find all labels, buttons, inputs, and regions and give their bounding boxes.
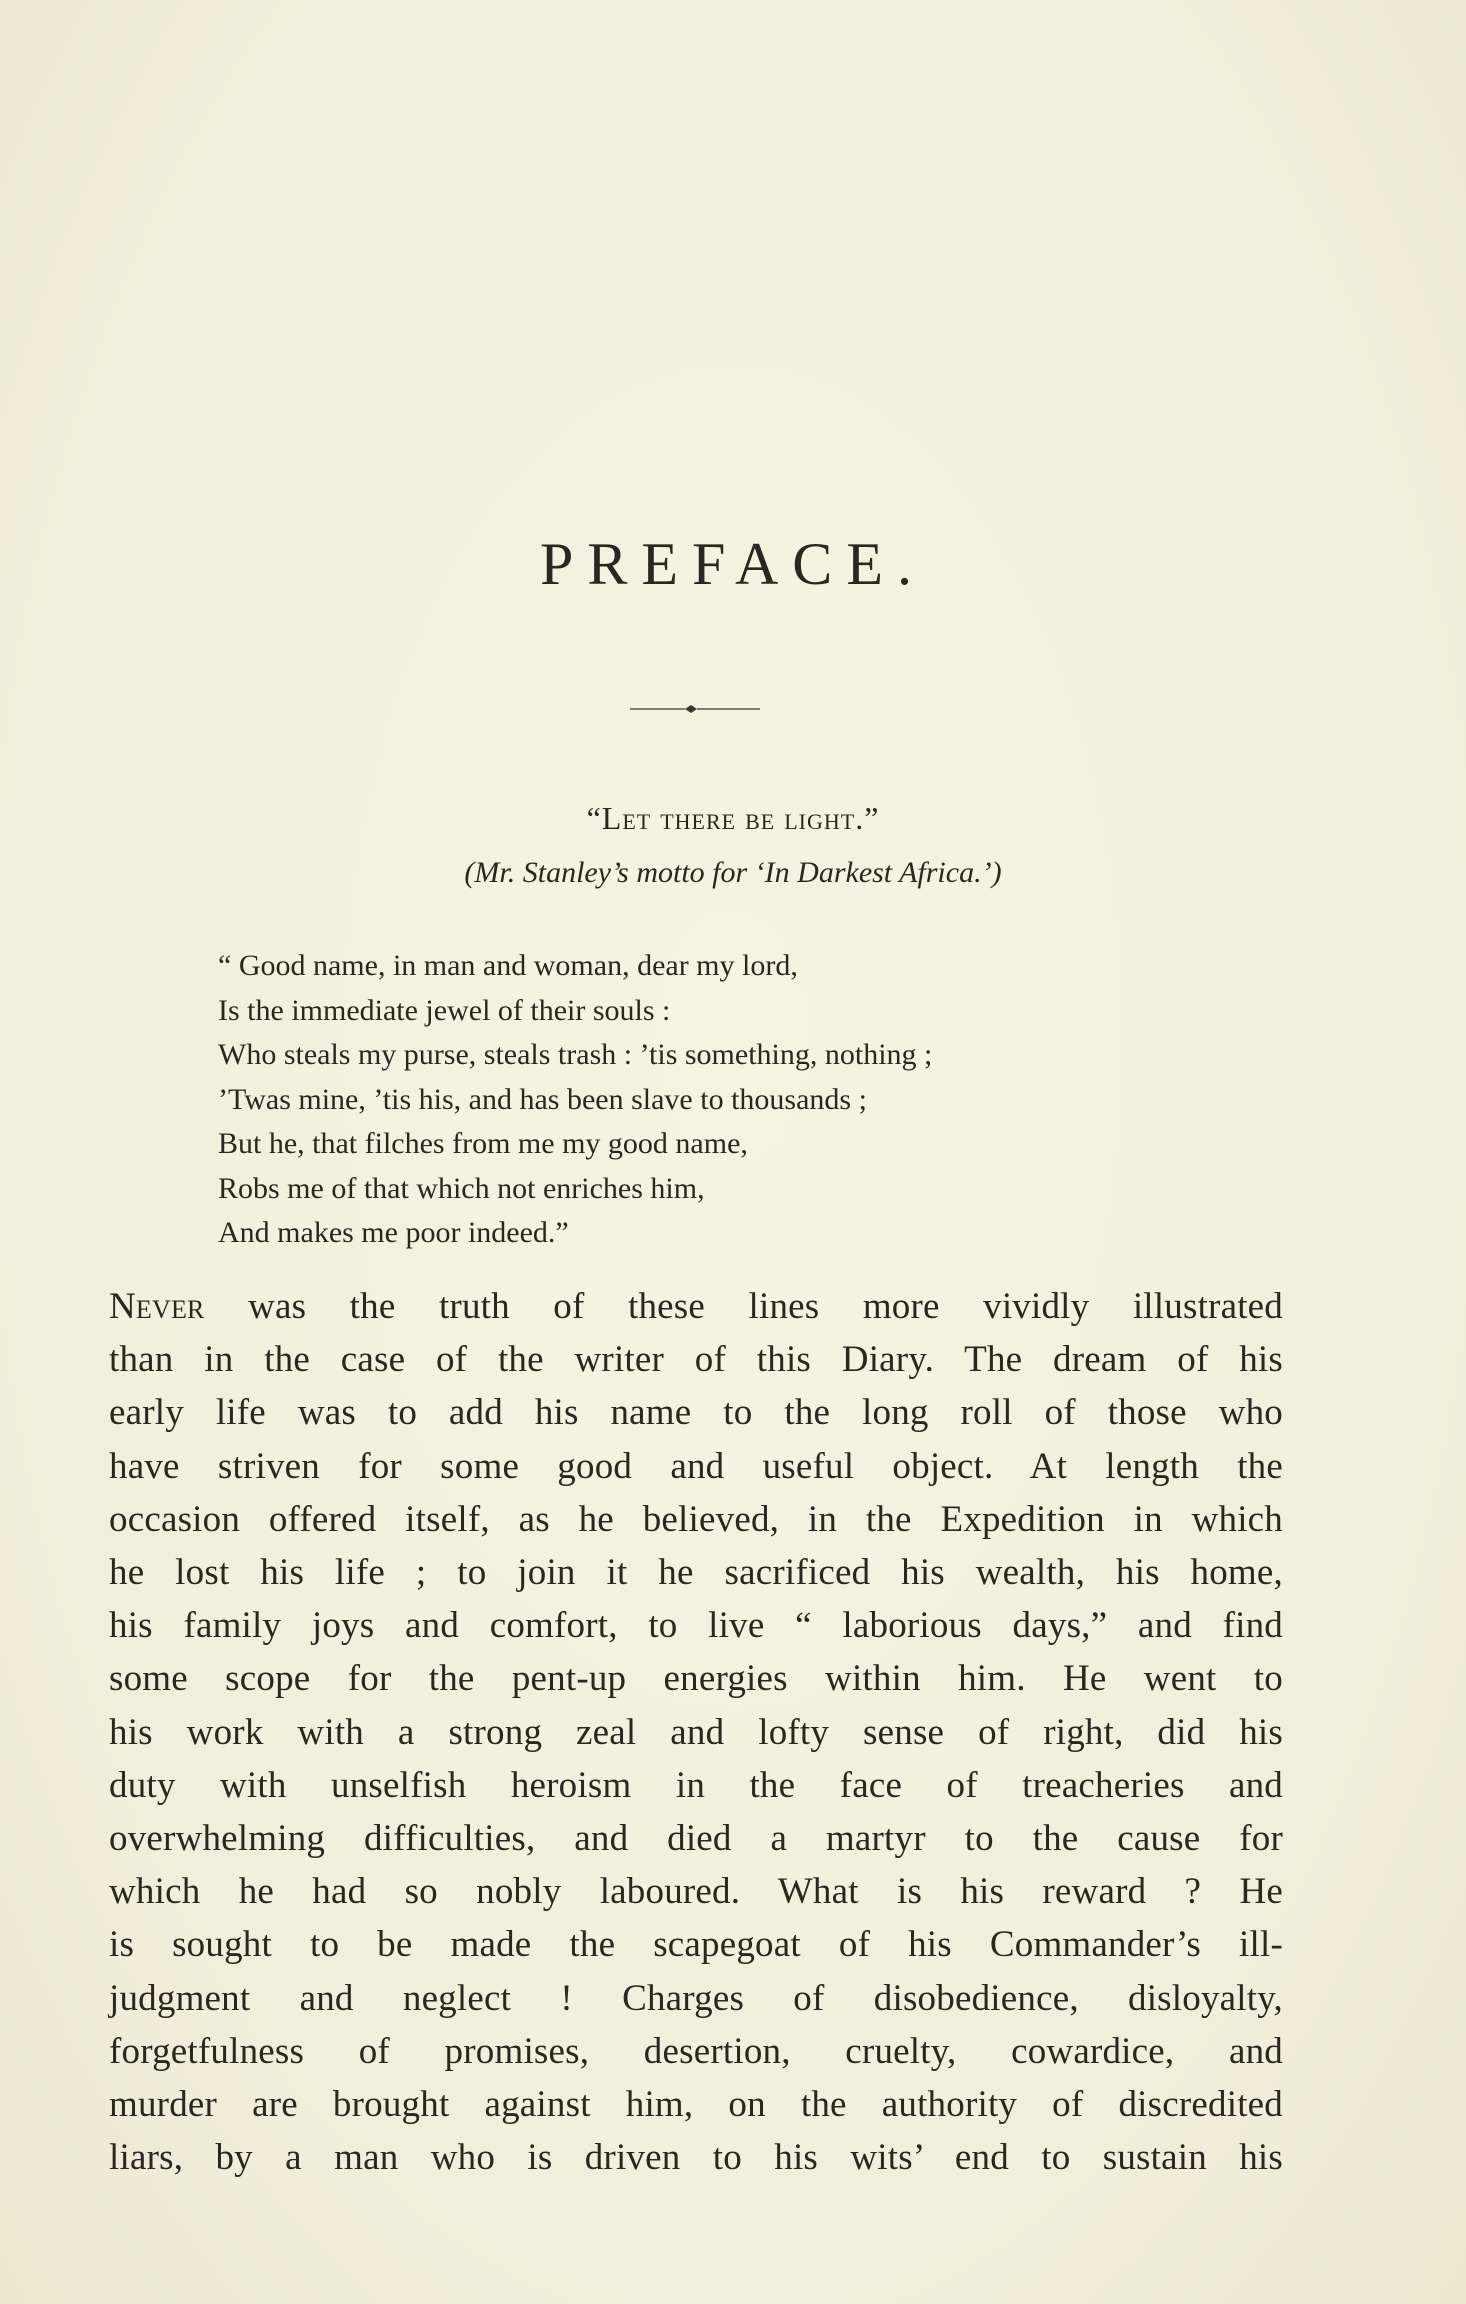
- body-line: have striven for some good and useful object. At length the: [109, 1445, 1283, 1487]
- body-line: his work with a strong zeal and lofty sense of right, did his: [109, 1711, 1283, 1753]
- body-paragraph: [109, 1280, 1283, 2184]
- poem-line: Is the immediate jewel of their souls :: [218, 993, 671, 1027]
- body-line: is sought to be made the scapegoat of his Commander’s ill-: [109, 1924, 1283, 1966]
- epigraph-source: (Mr. Stanley’s motto for ‘In Darkest Africa.’): [464, 856, 1002, 889]
- poem-line: Who steals my purse, steals trash : ’tis something, nothing ;: [218, 1038, 933, 1071]
- body-line: murder are brought against him, on the authority of discredited: [109, 2084, 1283, 2126]
- body-line: his family joys and comfort, to live “ laborious days,” and find: [109, 1605, 1283, 1647]
- poem-line: And makes me poor indeed.”: [218, 1216, 569, 1249]
- body-line: judgment and neglect ! Charges of disobedience, disloyalty,: [109, 1977, 1283, 2019]
- body-line: duty with unselfish heroism in the face of treacheries and: [109, 1764, 1283, 1806]
- body-line: [109, 1280, 1283, 1333]
- body-line: overwhelming difficulties, and died a martyr to the cause for: [109, 1818, 1283, 1860]
- body-line: early life was to add his name to the long roll of those who: [109, 1392, 1283, 1434]
- body-line: some scope for the pent-up energies within him. He went to: [109, 1658, 1283, 1700]
- body-line: than in the case of the writer of this Diary. The dream of his: [109, 1339, 1283, 1381]
- body-line: liars, by a man who is driven to his wits’ end to sustain his: [109, 2137, 1283, 2179]
- body-line: occasion offered itself, as he believed, in the Expedition in which: [109, 1498, 1283, 1540]
- poem-line: “ Good name, in man and woman, dear my lord,: [218, 949, 798, 982]
- poem-line: But he, that filches from me my good name,: [218, 1127, 748, 1160]
- body-line: forgetfulness of promises, desertion, cruelty, cowardice, and: [109, 2030, 1283, 2072]
- poem-quotation: [218, 944, 1218, 1256]
- epigraph-quote: “Let there be light.”: [586, 800, 880, 836]
- page-title: PREFACE.: [540, 531, 926, 597]
- body-line: which he had so nobly laboured. What is his reward ? He: [109, 1871, 1283, 1913]
- ornament-divider: [630, 703, 760, 715]
- poem-line: ’Twas mine, ’tis his, and has been slave to thousands ;: [218, 1082, 867, 1116]
- lead-word: Never: [109, 1286, 205, 1327]
- body-line-text: was the truth of these lines more vividly illustrated: [204, 1286, 1283, 1327]
- poem-line: Robs me of that which not enriches him,: [218, 1171, 705, 1205]
- body-line: he lost his life ; to join it he sacrificed his wealth, his home,: [109, 1552, 1283, 1594]
